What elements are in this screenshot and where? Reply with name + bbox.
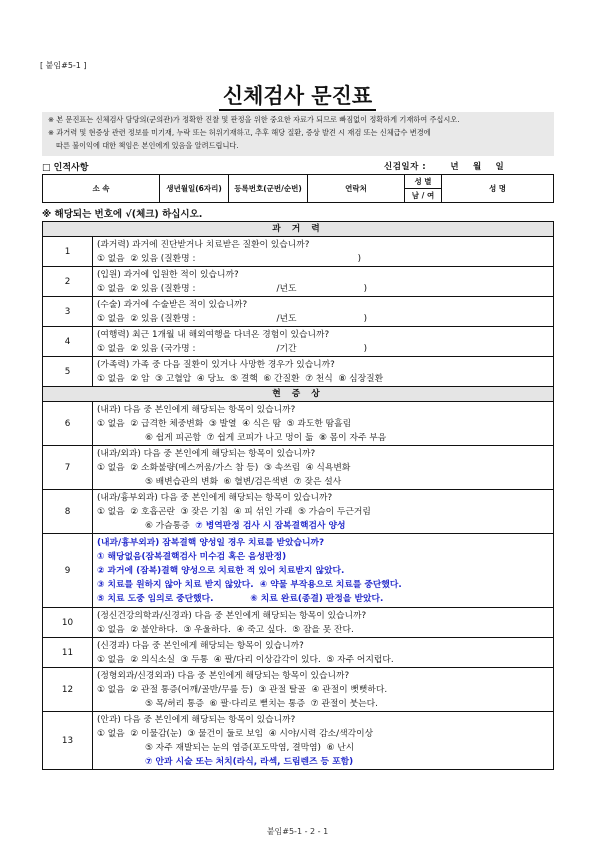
answer-options[interactable]: ⑤ 목/허리 통증 ⑥ 팔·다리로 뻗치는 통증 ⑦ 관절이 붓는다. bbox=[145, 698, 378, 709]
question-text: (가족력) 가족 중 다음 질환이 있거나 사망한 경우가 있습니까? bbox=[97, 359, 335, 370]
question-row bbox=[43, 402, 554, 446]
question-row bbox=[43, 446, 554, 490]
answer-options[interactable]: ① 없음 ② 소화불량(메스꺼움/가스 참 등) ③ 속쓰림 ④ 식욕변화 bbox=[97, 462, 351, 473]
question-cell bbox=[93, 668, 554, 712]
question-cell bbox=[93, 608, 554, 638]
question-text: (과거력) 과거에 진단받거나 치료받은 질환이 있습니까? bbox=[97, 239, 310, 250]
section-header-row bbox=[43, 222, 554, 237]
notice-line: ※ 본 문진표는 신체검사 담당의(군의관)가 정확한 진찰 및 판정을 위한 중요한 자료가 되므로 빠짐없이 정확하게 기재하여 주십시오. bbox=[48, 115, 460, 124]
question-text: (수술) 과거에 수술받은 적이 있습니까? bbox=[97, 299, 248, 310]
annex-label: [ 붙임#5-1 ] bbox=[40, 61, 87, 70]
question-number: 5 bbox=[43, 357, 93, 387]
question-cell bbox=[93, 638, 554, 668]
question-number: 3 bbox=[43, 297, 93, 327]
question-number: 9 bbox=[43, 534, 93, 608]
answer-option[interactable]: ⑤ 치료 도중 임의로 중단했다. ⑥ 치료 완료(종결) 판정을 받았다. bbox=[97, 593, 384, 604]
exam-date-field[interactable]: 신검일자 : 년 월 일 bbox=[384, 162, 505, 172]
answer-options[interactable]: ① 없음 ② 있음 (질환명 : /년도 ) bbox=[97, 313, 368, 324]
question-cell bbox=[93, 402, 554, 446]
question-cell bbox=[93, 267, 554, 297]
answer-options[interactable]: ① 없음 ② 이물감(눈) ③ 물건이 둘로 보임 ④ 시야/시력 감소/색각이상 bbox=[97, 728, 374, 739]
col-contact: 연락처 bbox=[308, 175, 405, 203]
col-affiliation: 소 속 bbox=[43, 175, 160, 203]
question-text: (정신건강의학과/신경과) 다음 중 본인에게 해당되는 항목이 있습니까? bbox=[97, 610, 367, 621]
question-row bbox=[43, 490, 554, 534]
personal-section-title: □ 인적사항 bbox=[42, 163, 89, 173]
personal-info-table bbox=[42, 174, 554, 203]
answer-option[interactable]: ⑥ 가슴통증 bbox=[145, 520, 196, 531]
question-row bbox=[43, 267, 554, 297]
answer-options[interactable]: ① 없음 ② 의식소실 ③ 두통 ④ 팔/다리 이상감각이 있다. ⑤ 자주 어지럽다. bbox=[97, 654, 394, 665]
page-title: 신체검사 문진표 bbox=[0, 80, 595, 110]
question-cell bbox=[93, 446, 554, 490]
answer-options[interactable]: ① 없음 ② 불안하다. ③ 우울하다. ④ 죽고 싶다. ⑤ 잠을 못 잔다. bbox=[97, 624, 354, 635]
question-number: 8 bbox=[43, 490, 93, 534]
question-number: 11 bbox=[43, 638, 93, 668]
page-footer: 붙임#5-1 - 2 - 1 bbox=[266, 827, 329, 836]
question-number: 2 bbox=[43, 267, 93, 297]
question-row bbox=[43, 327, 554, 357]
answer-options[interactable]: ① 없음 ② 관절 통증(어깨/골반/무릎 등) ③ 관절 탈골 ④ 관절이 뻣뻣하다. bbox=[97, 684, 388, 695]
question-text: (입원) 과거에 입원한 적이 있습니까? bbox=[97, 269, 239, 280]
question-cell bbox=[93, 490, 554, 534]
question-row bbox=[43, 638, 554, 668]
answer-options[interactable] bbox=[97, 519, 549, 533]
question-cell bbox=[93, 712, 554, 770]
notice-line: ※ 과거력 및 현증상 관련 정보를 미기재, 누락 또는 허위기재하고, 추후 해당 질환, 증상 발견 시 재검 또는 신체급수 변경에 bbox=[48, 128, 431, 137]
question-cell bbox=[93, 534, 554, 608]
answer-options[interactable]: ① 없음 ② 암 ③ 고혈압 ④ 당뇨 ⑤ 결핵 ⑥ 간질환 ⑦ 천식 ⑧ 심장질환 bbox=[97, 373, 384, 384]
col-name: 성 명 bbox=[442, 175, 554, 203]
question-cell bbox=[93, 297, 554, 327]
question-number: 6 bbox=[43, 402, 93, 446]
question-text: (여행력) 최근 1개월 내 해외여행을 다녀온 경험이 있습니까? bbox=[97, 329, 330, 340]
answer-options[interactable]: ⑥ 쉽게 피곤함 ⑦ 쉽게 코피가 나고 멍이 듦 ⑧ 몸이 자주 부음 bbox=[145, 432, 387, 443]
answer-option[interactable]: ① 해당없음(잠복결핵검사 미수검 혹은 음성판정) bbox=[97, 551, 287, 562]
answer-options[interactable]: ① 없음 ② 있음 (질환명 : /년도 ) bbox=[97, 283, 368, 294]
question-cell bbox=[93, 357, 554, 387]
question-number: 7 bbox=[43, 446, 93, 490]
question-text: (안과) 다음 중 본인에게 해당되는 항목이 있습니까? bbox=[97, 714, 296, 725]
answer-options[interactable]: ① 없음 ② 있음 (질환명 : ) bbox=[97, 253, 362, 264]
answer-options[interactable]: ① 없음 ② 급격한 체중변화 ③ 발열 ④ 식은 땀 ⑤ 과도한 땀흘림 bbox=[97, 418, 352, 429]
question-number: 12 bbox=[43, 668, 93, 712]
questionnaire-table bbox=[42, 221, 554, 770]
answer-option-highlight[interactable]: ⑦ 안과 시술 또는 처치(라식, 라섹, 드림렌즈 등 포함) bbox=[145, 756, 354, 767]
instruction-text: ※ 해당되는 번호에 √(체크) 하십시오. bbox=[42, 209, 203, 220]
question-row bbox=[43, 608, 554, 638]
question-cell bbox=[93, 327, 554, 357]
question-row bbox=[43, 237, 554, 267]
question-text: (내과) 다음 중 본인에게 해당되는 항목이 있습니까? bbox=[97, 404, 296, 415]
question-row bbox=[43, 668, 554, 712]
question-number: 13 bbox=[43, 712, 93, 770]
answer-option[interactable]: ② 과거에 (잠복)결핵 양성으로 치료한 적 있어 치료받지 않았다. bbox=[97, 565, 345, 576]
question-number: 1 bbox=[43, 237, 93, 267]
question-number: 10 bbox=[43, 608, 93, 638]
question-text: (내과/외과) 다음 중 본인에게 해당되는 항목이 있습니까? bbox=[97, 448, 316, 459]
question-row bbox=[43, 534, 554, 608]
question-text: (신경과) 다음 중 본인에게 해당되는 항목이 있습니까? bbox=[97, 640, 304, 651]
question-number: 4 bbox=[43, 327, 93, 357]
question-cell bbox=[93, 237, 554, 267]
question-text: (내과/흉부외과) 다음 중 본인에게 해당되는 항목이 있습니까? bbox=[97, 492, 333, 503]
section-header: 현 증 상 bbox=[43, 387, 554, 402]
section-header: 과 거 력 bbox=[43, 222, 554, 237]
col-birthdate: 생년월일(6자리) bbox=[160, 175, 229, 203]
question-row bbox=[43, 357, 554, 387]
question-text: (내과/흉부외과) 잠복결핵 양성일 경우 치료를 받았습니까? bbox=[97, 537, 325, 548]
answer-options[interactable]: ① 없음 ② 있음 (국가명 : /기간 ) bbox=[97, 343, 368, 354]
notice-box bbox=[42, 112, 554, 156]
col-sex: 성 별 bbox=[405, 175, 442, 189]
answer-option-highlight[interactable]: ⑦ 병역판정 검사 시 잠복결핵검사 양성 bbox=[195, 520, 346, 531]
question-row bbox=[43, 712, 554, 770]
col-reg-number: 등록번호(군번/순번) bbox=[229, 175, 308, 203]
answer-options[interactable]: ① 없음 ② 호흡곤란 ③ 잦은 기침 ④ 피 섞인 가래 ⑤ 가슴이 두근거림 bbox=[97, 506, 371, 517]
section-header-row bbox=[43, 387, 554, 402]
answer-options[interactable]: ⑤ 배변습관의 변화 ⑥ 혈변/검은색변 ⑦ 잦은 설사 bbox=[145, 476, 342, 487]
answer-option[interactable]: ③ 치료를 원하지 않아 치료 받지 않았다. ④ 약물 부작용으로 치료를 중단했다. bbox=[97, 579, 402, 590]
notice-line: 따른 불이익에 대한 책임은 본인에게 있음을 알려드립니다. bbox=[56, 141, 239, 150]
question-text: (정형외과/신경외과) 다음 중 본인에게 해당되는 항목이 있습니까? bbox=[97, 670, 350, 681]
answer-options[interactable]: ⑤ 자주 재발되는 눈의 염증(포도막염, 결막염) ⑥ 난시 bbox=[145, 742, 355, 753]
sex-options[interactable]: 남 / 여 bbox=[405, 189, 442, 203]
question-row bbox=[43, 297, 554, 327]
